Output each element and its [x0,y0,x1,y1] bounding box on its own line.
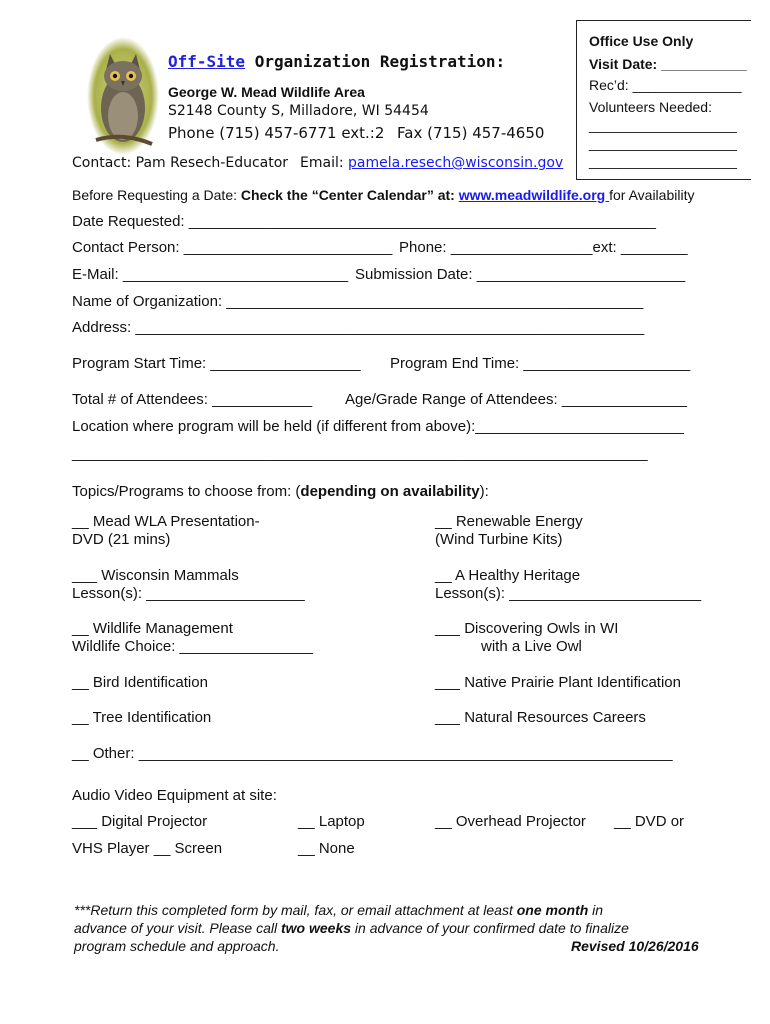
av-none[interactable]: __ None [298,840,355,857]
office-recd: Rec’d: ______________ [589,77,742,93]
topic-discovering-owls[interactable]: ___ Discovering Owls in WI [435,620,619,637]
topic-renewable-energy[interactable]: __ Renewable Energy [435,513,583,530]
off-site-link[interactable]: Off-Site [168,52,246,71]
footer-text: ***Return this completed form by mail, fax, or email attachment at least [74,902,517,918]
submission-date-field[interactable]: Submission Date: _________________________ [355,266,686,283]
topic-wildlife-management[interactable]: __ Wildlife Management [72,620,233,637]
office-volunteers: Volunteers Needed: [589,99,712,115]
footer-emphasis: two weeks [281,920,352,936]
phone-field[interactable]: Phone: _________________ext: ________ [399,239,688,256]
email-field[interactable]: E-Mail: ___________________________ [72,266,349,283]
topic-healthy-heritage[interactable]: __ A Healthy Heritage [435,567,581,584]
topic-bird-identification[interactable]: __ Bird Identification [72,674,208,691]
topics-heading-bold: depending on availability [300,483,480,500]
organization-name-field[interactable]: Name of Organization: __________________________________________________ [72,293,644,310]
attendees-field[interactable]: Total # of Attendees: ____________ [72,391,313,408]
topics-heading [72,483,489,500]
contact-name: Contact: Pam Resech-Educator [72,155,289,171]
intro-prefix: Before Requesting a Date: [72,187,241,203]
owl-logo [86,36,160,156]
location-line[interactable]: _____________________________________________________________________ [72,445,648,462]
contact-email-row [300,155,563,171]
email-label: Email: [300,155,349,171]
revised-date: Revised 10/26/2016 [571,938,699,954]
topic-natural-resources-careers[interactable]: ___ Natural Resources Careers [435,709,646,726]
av-digital-projector[interactable]: ___ Digital Projector [72,813,208,830]
footer-line-2 [74,920,629,936]
start-time-field[interactable]: Program Start Time: __________________ [72,355,361,372]
topic-renewable-energy-detail: (Wind Turbine Kits) [435,531,563,548]
av-vhs-screen[interactable]: VHS Player __ Screen [72,840,223,857]
av-dvd[interactable]: __ DVD or [614,813,685,830]
end-time-field[interactable]: Program End Time: ____________________ [390,355,691,372]
date-requested-field[interactable]: Date Requested: ________________________________________________________ [72,213,656,230]
age-range-field[interactable]: Age/Grade Range of Attendees: _______________ [345,391,687,408]
topic-mammals-lessons[interactable]: Lesson(s): ___________________ [72,585,305,602]
footer-text: in [588,902,604,918]
av-laptop[interactable]: __ Laptop [298,813,365,830]
topic-prairie-plant-identification[interactable]: ___ Native Prairie Plant Identification [435,674,681,691]
org-phone: Phone (715) 457-6771 ext.:2 [168,124,385,142]
title-rest: Organization Registration: [245,52,506,71]
footer-text: in advance of your confirmed date to finalize [351,920,629,936]
office-line: ___________________ [589,153,737,169]
topic-owls-detail: with a Live Owl [481,638,582,655]
topics-heading-prefix: Topics/Programs to choose from: ( [72,483,301,500]
office-title: Office Use Only [589,33,694,49]
topic-tree-identification[interactable]: __ Tree Identification [72,709,212,726]
footer-line-3: program schedule and approach. [74,938,280,954]
address-field[interactable]: Address: _____________________________________________________________ [72,319,645,336]
org-name: George W. Mead Wildlife Area [168,84,365,100]
calendar-instruction [72,187,694,203]
topic-mead-presentation-detail: DVD (21 mins) [72,531,171,548]
email-link[interactable]: pamela.resech@wisconsin.gov [348,155,564,171]
footer-line-1 [74,902,603,918]
calendar-link[interactable]: www.meadwildlife.org [458,187,610,203]
av-heading: Audio Video Equipment at site: [72,787,277,804]
location-field[interactable]: Location where program will be held (if different from above):_________________________ [72,418,684,435]
contact-person-field[interactable]: Contact Person: _________________________ [72,239,393,256]
office-line: ___________________ [589,117,737,133]
topic-mead-presentation[interactable]: __ Mead WLA Presentation- [72,513,260,530]
intro-suffix: for Availability [609,187,695,203]
av-overhead-projector[interactable]: __ Overhead Projector [435,813,586,830]
office-visit-date: Visit Date: ___________ [589,56,747,72]
topics-heading-suffix: ): [479,483,489,500]
org-fax: Fax (715) 457-4650 [397,124,545,142]
footer-text: advance of your visit. Please call [74,920,281,936]
topic-wisconsin-mammals[interactable]: ___ Wisconsin Mammals [72,567,239,584]
intro-bold: Check the “Center Calendar” at: [240,187,459,203]
topic-other[interactable]: __ Other: ________________________________________________________________ [72,745,673,762]
office-line: ___________________ [589,135,737,151]
office-use-box [576,20,751,180]
topic-wildlife-choice[interactable]: Wildlife Choice: ________________ [72,638,314,655]
footer-emphasis: one month [516,902,589,918]
topic-heritage-lessons[interactable]: Lesson(s): _______________________ [435,585,702,602]
page-title [168,52,505,71]
org-address: S2148 County S, Milladore, WI 54454 [168,103,429,119]
